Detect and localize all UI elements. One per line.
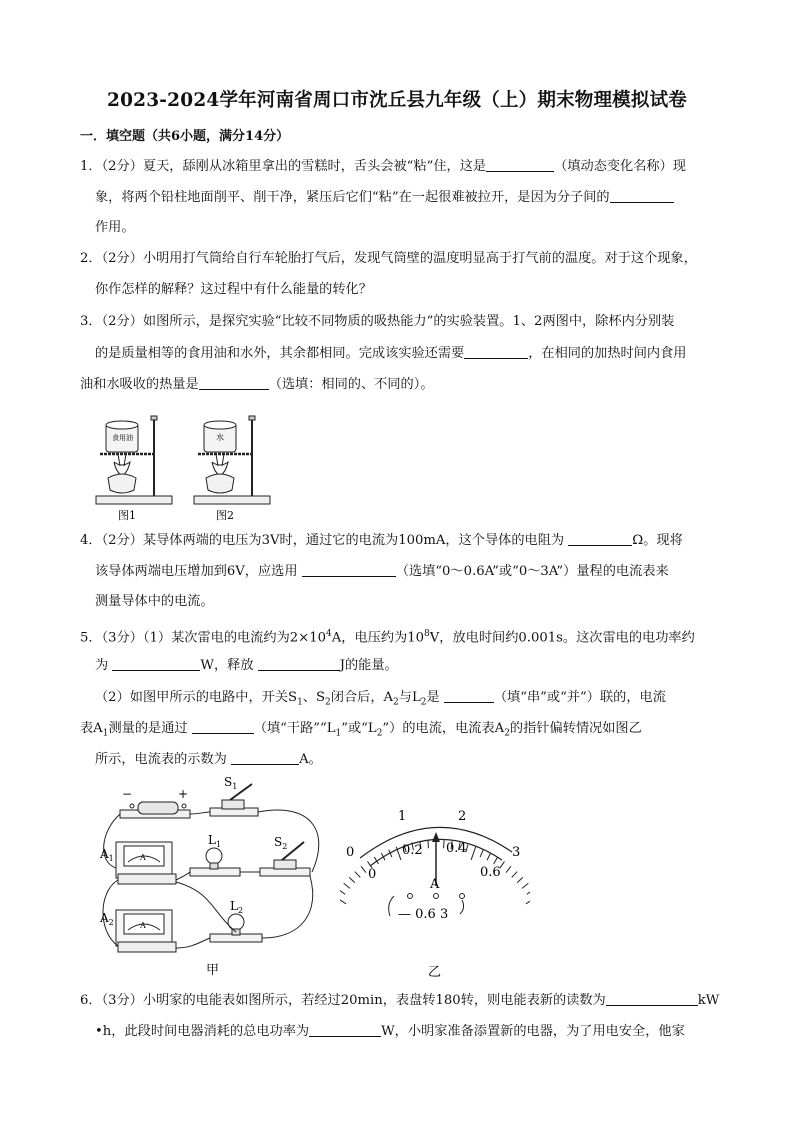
answer-blank[interactable] — [606, 991, 698, 1006]
section-heading: 一．填空题（共6小题，满分14分） — [80, 129, 290, 144]
question-1-line-1 — [80, 157, 686, 176]
dial-tick — [506, 866, 511, 872]
q6-text-b: kW — [697, 993, 720, 1008]
question-4-line-2 — [95, 562, 669, 581]
dial-tick — [471, 847, 476, 860]
exponent: 4 — [326, 629, 332, 639]
question-6-line-2 — [95, 1022, 685, 1041]
figure-2-caption: 图2 — [216, 509, 234, 522]
dial-tick — [517, 877, 523, 883]
question-5-line-4 — [80, 719, 642, 743]
answer-blank[interactable] — [258, 656, 340, 671]
q6-text-d: W，小明家准备添置新的电器，为了用电安全，他家 — [381, 1024, 685, 1039]
q3-text-b: ，在相同的加热时间内食用 — [528, 346, 687, 361]
inner-scale-0.4: 0.4 — [446, 841, 467, 856]
dial-tick — [487, 853, 491, 860]
q5-text: （填“串”或“并”）联的，电流 — [493, 690, 666, 705]
answer-blank[interactable] — [231, 750, 299, 765]
answer-blank[interactable] — [199, 375, 269, 390]
figure-jia-caption: 甲 — [206, 963, 220, 978]
question-2-line-1: 2．（2分）小明用打气筒给自行车轮胎打气后，发现气筒壁的温度明显高于打气前的温度。对于这个现象， — [80, 251, 697, 266]
dial-tick — [480, 850, 483, 857]
q5-text: A。 — [299, 752, 322, 767]
subscript: 2 — [420, 697, 427, 708]
beaker-2-label: 水 — [216, 433, 224, 442]
circuit-diagram — [92, 772, 332, 982]
ammeter-a1-label: $A_1$ — [100, 847, 114, 863]
q5-text: A，电压约为10 — [331, 630, 424, 646]
q5-text: W，释放 — [200, 658, 258, 673]
dial-tick — [361, 866, 366, 872]
outer-scale-3: 3 — [512, 845, 521, 860]
q6-text-a: 6．（3分）小明家的电能表如图所示，若经过20min，表盘转180转，则电能表新的读数为 — [80, 993, 606, 1008]
question-4-line-1 — [80, 531, 683, 550]
question-2-line-2: 你作怎样的解释？这过程中有什么能量的转化？ — [95, 282, 372, 297]
answer-blank[interactable] — [192, 719, 254, 734]
answer-blank[interactable] — [112, 656, 200, 671]
subscript: 1 — [102, 728, 109, 739]
q5-text: 5．（3分）（1）某次雷电的电流约为2×10 — [80, 630, 327, 646]
question-5-line-5 — [95, 750, 322, 769]
q3-text-d: （选填：相同的、不同的）。 — [268, 377, 434, 392]
answer-blank[interactable] — [302, 562, 396, 577]
question-3-line-1: 3．（2分）如图所示，是探究实验“比较不同物质的吸热能力”的实验装置。1、2两图中，除杯内分别装 — [80, 314, 675, 329]
lamp-l2-label: $L_2$ — [230, 899, 244, 915]
question-5-line-3 — [95, 688, 666, 712]
dial-tick — [344, 883, 350, 888]
q6-text-c: •h，此段时间电器消耗的总电功率为 — [95, 1024, 310, 1039]
answer-blank[interactable] — [309, 1022, 381, 1037]
question-4-line-3: 测量导体中的电流。 — [95, 594, 214, 609]
switch-s1-label: $S_1$ — [224, 775, 238, 791]
ammeter-a2-label: $A_2$ — [100, 911, 114, 927]
q5-text: 与L — [398, 690, 421, 705]
q5-text: 是 — [426, 690, 444, 705]
answer-blank[interactable] — [610, 188, 674, 203]
beaker-1-label: 食用油 — [112, 434, 133, 442]
dial-tick — [526, 896, 530, 903]
q5-text: J的能量。 — [339, 658, 398, 673]
heating-apparatus-figure — [88, 410, 288, 525]
dial-tick — [340, 890, 345, 895]
subscript: 2 — [504, 728, 510, 739]
ammeter-terminals: — 0.6 3 — [398, 907, 449, 922]
apparatus-2 — [194, 416, 270, 504]
battery-minus: − — [122, 787, 133, 801]
q4-text-d: （选填“0～0.6A”或“0～3A”）量程的电流表来 — [395, 564, 669, 579]
q5-text: 的指针偏转情况如图乙 — [509, 721, 642, 736]
dial-tick — [349, 877, 355, 883]
q5-text: 闭合后，A — [330, 690, 394, 705]
answer-blank[interactable] — [444, 688, 494, 703]
inner-scale-0.6: 0.6 — [480, 865, 501, 880]
q5-text: 所示，电流表的示数为 — [95, 752, 232, 767]
lamp-l1-label: $L_1$ — [208, 833, 222, 849]
q5-text: 、S — [302, 690, 326, 705]
q5-text: 表A — [80, 721, 103, 736]
switch-s2-label: $S_2$ — [274, 835, 288, 851]
battery-plus: + — [178, 787, 189, 801]
meter-face-label: A — [140, 921, 146, 930]
answer-blank[interactable] — [486, 157, 554, 172]
dial-tick — [494, 857, 498, 864]
answer-blank[interactable] — [464, 344, 528, 359]
q1-text-a: 1．（2分）夏天，舔刚从冰箱里拿出的雪糕时，舌头会被“粘”住，这是 — [80, 159, 487, 174]
question-5-line-1 — [80, 625, 695, 647]
subscript: 2 — [325, 697, 331, 708]
meter-face-label: A — [140, 853, 146, 862]
question-6-line-1 — [80, 991, 719, 1010]
q4-text-c: 该导体两端电压增加到6V，应选用 — [95, 564, 302, 579]
outer-scale-0: 0 — [346, 845, 355, 860]
q5-text: V，放电时间约0.001s。这次雷电的电功率约 — [429, 630, 695, 646]
q5-text: （2）如图甲所示的电路中，开关S — [95, 690, 298, 705]
question-3-line-3 — [80, 375, 434, 394]
q5-text: 为 — [95, 658, 113, 673]
question-1-line-2 — [95, 188, 674, 207]
question-5-line-2 — [95, 656, 398, 675]
dial-tick — [522, 883, 528, 888]
q4-text-a: 4．（2分）某导体两端的电压为3V时，通过它的电流为100mA，这个导体的电阻为 — [80, 533, 569, 548]
q4-text-b: Ω。现将 — [632, 533, 683, 548]
q5-text: （填“干路”“L — [253, 721, 336, 736]
dial-tick — [527, 890, 530, 895]
question-1-line-3: 作用。 — [95, 220, 135, 235]
outer-scale-1: 1 — [398, 809, 407, 824]
q1-text-b: （填动态变化名称）现 — [554, 159, 686, 174]
figure-1-caption: 图1 — [118, 509, 136, 522]
question-3-line-2 — [95, 344, 687, 363]
q1-text-c: 象，将两个铅柱地面削平、削干净，紧压后它们“粘”在一起很难被拉开，是因为分子间的 — [95, 190, 610, 205]
q3-text-c: 油和水吸收的热量是 — [80, 377, 199, 392]
subscript: 1 — [335, 728, 342, 739]
dial-tick — [444, 840, 445, 848]
q5-text: 测量的是通过 — [108, 721, 192, 736]
answer-blank[interactable] — [568, 531, 632, 546]
figure-yi-caption: 乙 — [428, 965, 442, 980]
apparatus-1 — [96, 416, 172, 504]
dial-tick — [512, 872, 517, 878]
ammeter-unit: A — [430, 877, 440, 892]
ammeter-dial-figure — [340, 800, 530, 982]
exponent: 8 — [424, 629, 430, 639]
subscript: 2 — [376, 728, 383, 739]
inner-scale-0.2: 0.2 — [402, 843, 423, 858]
subscript: 2 — [393, 697, 399, 708]
dial-tick — [355, 872, 360, 878]
dial-tick — [340, 896, 346, 903]
outer-scale-2: 2 — [458, 809, 467, 824]
q3-text-a: 的是质量相等的食用油和水外，其余都相同。完成该实验还需要 — [95, 346, 465, 361]
dial-tick — [428, 840, 429, 848]
needle-arrowhead — [432, 832, 440, 842]
subscript: 1 — [297, 697, 303, 708]
inner-scale-0: 0 — [368, 867, 377, 882]
q5-text: ”或“L — [341, 721, 377, 736]
q5-text: ”）的电流，电流表A — [382, 721, 505, 736]
exam-title: 2023-2024学年河南省周口市沈丘县九年级（上）期末物理模拟试卷 — [107, 90, 687, 111]
